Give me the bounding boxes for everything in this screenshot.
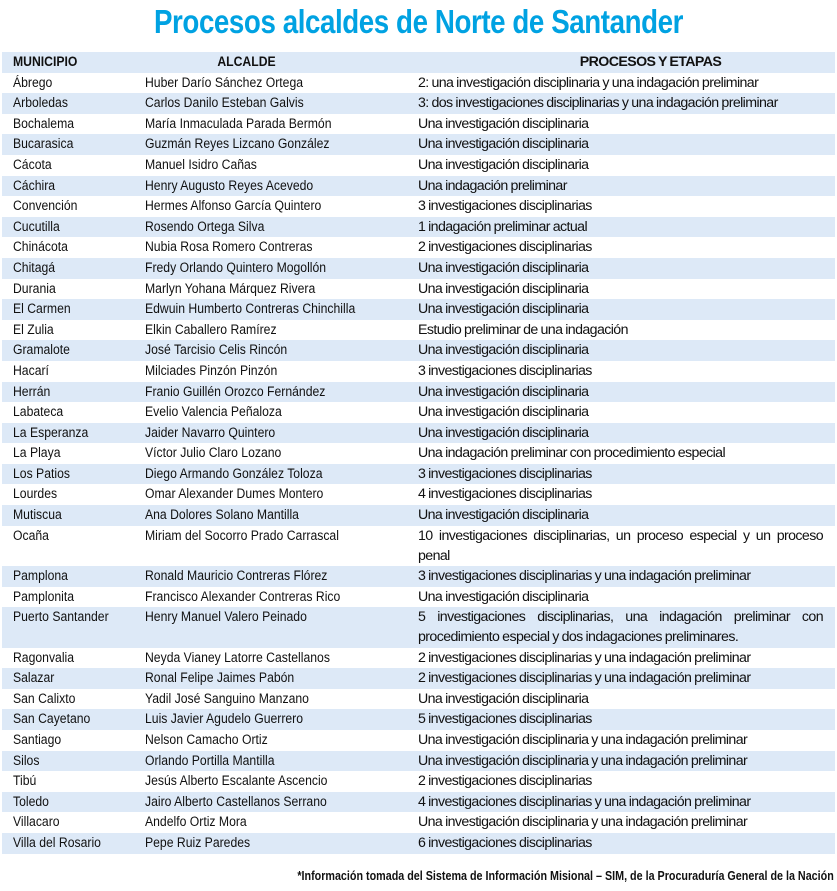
- municipio-cell: Chinácota: [13, 239, 68, 256]
- alcalde-cell: Evelio Valencia Peñaloza: [145, 404, 282, 421]
- municipio-cell: Convención: [13, 198, 78, 215]
- alcalde-cell: Edwuin Humberto Contreras Chinchilla: [145, 301, 356, 318]
- procesos-cell: Una indagación preliminar: [418, 177, 567, 194]
- municipio-cell: Mutiscua: [13, 507, 62, 524]
- procesos-cell: 4 investigaciones disciplinarias y una indagación preliminar: [418, 793, 751, 810]
- procesos-cell: 2 investigaciones disciplinarias y una indagación preliminar: [418, 649, 751, 666]
- municipio-cell: Silos: [13, 752, 40, 769]
- alcalde-cell: Orlando Portilla Mantilla: [145, 752, 275, 769]
- table-row: [2, 134, 835, 155]
- procesos-cell: 3 investigaciones disciplinarias: [418, 465, 592, 482]
- procesos-cell: 10 investigaciones disciplinarias, un proceso especial y un proceso penal: [418, 527, 823, 564]
- table-row: [2, 587, 835, 608]
- procesos-cell: Una investigación disciplinaria: [418, 115, 589, 132]
- municipio-cell: Villacaro: [13, 814, 60, 831]
- procesos-cell: 6 investigaciones disciplinarias: [418, 835, 592, 851]
- table-row: [2, 402, 835, 423]
- column-header-municipio: MUNICIPIO: [13, 54, 78, 70]
- alcalde-cell: Elkin Caballero Ramírez: [145, 321, 277, 338]
- procesos-cell: 3 investigaciones disciplinarias: [418, 198, 592, 215]
- procesos-cell: Una investigación disciplinaria: [418, 507, 589, 524]
- municipio-cell: Santiago: [13, 732, 62, 749]
- municipio-cell: Labateca: [13, 404, 64, 421]
- alcalde-cell: Miriam del Socorro Prado Carrascal: [145, 527, 339, 544]
- table-row: [2, 484, 835, 505]
- table-row: [2, 299, 835, 320]
- processes-table: [2, 52, 835, 854]
- municipio-cell: El Zulia: [13, 321, 54, 338]
- table-row: [2, 464, 835, 485]
- procesos-cell: Una investigación disciplinaria y una indagación preliminar: [418, 732, 748, 749]
- alcalde-cell: Andelfo Ortiz Mora: [145, 814, 247, 831]
- procesos-cell: Una investigación disciplinaria: [418, 424, 589, 441]
- table-row: [2, 176, 835, 197]
- alcalde-cell: Jairo Alberto Castellanos Serrano: [145, 793, 327, 810]
- alcalde-cell: Omar Alexander Dumes Montero: [145, 486, 324, 503]
- table-row: [2, 833, 835, 854]
- municipio-cell: Durania: [13, 280, 56, 297]
- source-footnote: *Información tomada del Sistema de Información Misional – SIM, de la Procuraduría General de la Nación: [297, 869, 834, 883]
- municipio-cell: San Cayetano: [13, 711, 91, 728]
- table-row: [2, 443, 835, 464]
- alcalde-cell: Jaider Navarro Quintero: [145, 424, 276, 441]
- municipio-cell: Cácota: [13, 156, 52, 173]
- table-row: [2, 217, 835, 238]
- table-row: [2, 812, 835, 833]
- municipio-cell: Hacarí: [13, 362, 49, 379]
- municipio-cell: Cucutilla: [13, 218, 60, 235]
- alcalde-cell: Franio Guillén Orozco Fernández: [145, 383, 326, 400]
- alcalde-cell: Diego Armando González Toloza: [145, 465, 323, 482]
- municipio-cell: Toledo: [13, 793, 49, 810]
- alcalde-cell: Nubia Rosa Romero Contreras: [145, 239, 313, 256]
- municipio-cell: Salazar: [13, 670, 55, 687]
- alcalde-cell: Rosendo Ortega Silva: [145, 218, 265, 235]
- table-row: [2, 526, 835, 566]
- municipio-cell: Bochalema: [13, 115, 75, 132]
- table-body: [2, 73, 835, 854]
- procesos-cell: Una investigación disciplinaria y una indagación preliminar: [418, 814, 748, 831]
- procesos-cell: Una investigación disciplinaria: [418, 404, 589, 421]
- procesos-cell: 2 investigaciones disciplinarias y una indagación preliminar: [418, 670, 751, 687]
- alcalde-cell: Marlyn Yohana Márquez Rivera: [145, 280, 316, 297]
- municipio-cell: Pamplonita: [13, 588, 75, 605]
- table-row: [2, 279, 835, 300]
- procesos-cell: 3 investigaciones disciplinarias: [418, 362, 592, 379]
- procesos-cell: 4 investigaciones disciplinarias: [418, 486, 592, 503]
- table-row: [2, 730, 835, 751]
- alcalde-cell: Fredy Orlando Quintero Mogollón: [145, 259, 327, 276]
- table-row: [2, 361, 835, 382]
- alcalde-cell: Huber Darío Sánchez Ortega: [145, 74, 304, 91]
- alcalde-cell: Ana Dolores Solano Mantilla: [145, 507, 299, 524]
- procesos-cell: Una investigación disciplinaria y una indagación preliminar: [418, 752, 748, 769]
- procesos-cell: Una investigación disciplinaria: [418, 259, 589, 276]
- municipio-cell: Ragonvalia: [13, 649, 75, 666]
- procesos-cell: 5 investigaciones disciplinarias: [418, 711, 592, 728]
- alcalde-cell: Henry Manuel Valero Peinado: [145, 609, 307, 626]
- procesos-cell: 3 investigaciones disciplinarias y una indagación preliminar: [418, 568, 751, 585]
- municipio-cell: Tibú: [13, 773, 37, 790]
- procesos-cell: Una indagación preliminar con procedimiento especial: [418, 445, 725, 462]
- alcalde-cell: Francisco Alexander Contreras Rico: [145, 588, 341, 605]
- alcalde-cell: Henry Augusto Reyes Acevedo: [145, 177, 314, 194]
- alcalde-cell: Carlos Danilo Esteban Galvis: [145, 95, 304, 112]
- table-row: [2, 196, 835, 217]
- procesos-cell: 3: dos investigaciones disciplinarias y una indagación preliminar: [418, 95, 778, 112]
- column-header-alcalde: ALCALDE: [217, 54, 276, 70]
- municipio-cell: La Playa: [13, 445, 61, 462]
- alcalde-cell: Nelson Camacho Ortiz: [145, 732, 268, 749]
- alcalde-cell: Jesús Alberto Escalante Ascencio: [145, 773, 328, 790]
- procesos-cell: 5 investigaciones disciplinarias, una indagación preliminar con procedimiento especial y dos indagaciones preliminares.: [418, 609, 823, 646]
- alcalde-cell: Ronald Mauricio Contreras Flórez: [145, 568, 328, 585]
- alcalde-cell: Neyda Vianey Latorre Castellanos: [145, 649, 330, 666]
- table-row: [2, 709, 835, 730]
- municipio-cell: La Esperanza: [13, 424, 89, 441]
- procesos-cell: Una investigación disciplinaria: [418, 156, 589, 173]
- procesos-cell: Una investigación disciplinaria: [418, 301, 589, 318]
- table-row: [2, 382, 835, 403]
- procesos-cell: Una investigación disciplinaria: [418, 690, 589, 707]
- table-row: [2, 751, 835, 772]
- alcalde-cell: Víctor Julio Claro Lozano: [145, 445, 282, 462]
- municipio-cell: Pamplona: [13, 568, 68, 585]
- alcalde-cell: Pepe Ruiz Paredes: [145, 835, 251, 851]
- table-row: [2, 114, 835, 135]
- table-row: [2, 607, 835, 647]
- table-row: [2, 689, 835, 710]
- alcalde-cell: Luis Javier Agudelo Guerrero: [145, 711, 304, 728]
- table-row: [2, 340, 835, 361]
- table-row: [2, 155, 835, 176]
- alcalde-cell: Milciades Pinzón Pinzón: [145, 362, 278, 379]
- table-row: [2, 648, 835, 669]
- table-row: [2, 237, 835, 258]
- municipio-cell: Cáchira: [13, 177, 56, 194]
- table-row: [2, 792, 835, 813]
- table-row: [2, 258, 835, 279]
- procesos-cell: Estudio preliminar de una indagación: [418, 321, 628, 338]
- procesos-cell: 1 indagación preliminar actual: [418, 218, 587, 235]
- table-row: [2, 423, 835, 444]
- municipio-cell: Arboledas: [13, 95, 68, 112]
- municipio-cell: San Calixto: [13, 690, 76, 707]
- procesos-cell: 2 investigaciones disciplinarias: [418, 239, 592, 256]
- municipio-cell: Bucarasica: [13, 136, 74, 153]
- municipio-cell: Ocaña: [13, 527, 49, 544]
- procesos-cell: Una investigación disciplinaria: [418, 280, 589, 297]
- procesos-cell: 2: una investigación disciplinaria y una indagación preliminar: [418, 74, 759, 91]
- alcalde-cell: Hermes Alfonso García Quintero: [145, 198, 322, 215]
- municipio-cell: Villa del Rosario: [13, 835, 101, 851]
- alcalde-cell: Manuel Isidro Cañas: [145, 156, 257, 173]
- alcalde-cell: Yadil José Sanguino Manzano: [145, 690, 309, 707]
- alcalde-cell: José Tarcisio Celis Rincón: [145, 342, 288, 359]
- table-row: [2, 93, 835, 114]
- table-row: [2, 771, 835, 792]
- municipio-cell: Los Patios: [13, 465, 70, 482]
- procesos-cell: Una investigación disciplinaria: [418, 342, 589, 359]
- municipio-cell: Puerto Santander: [13, 609, 109, 626]
- municipio-cell: Lourdes: [13, 486, 58, 503]
- municipio-cell: Chitagá: [13, 259, 56, 276]
- table-row: [2, 320, 835, 341]
- table-row: [2, 505, 835, 526]
- table-row: [2, 73, 835, 94]
- table-header: [2, 52, 835, 73]
- column-header-procesos: PROCESOS Y ETAPAS: [579, 54, 722, 70]
- municipio-cell: Gramalote: [13, 342, 70, 359]
- procesos-cell: Una investigación disciplinaria: [418, 588, 589, 605]
- table-row: [2, 566, 835, 587]
- alcalde-cell: Ronal Felipe Jaimes Pabón: [145, 670, 295, 687]
- alcalde-cell: Guzmán Reyes Lizcano González: [145, 136, 330, 153]
- municipio-cell: El Carmen: [13, 301, 71, 318]
- table-row: [2, 668, 835, 689]
- procesos-cell: Una investigación disciplinaria: [418, 383, 589, 400]
- procesos-cell: 2 investigaciones disciplinarias: [418, 773, 592, 790]
- municipio-cell: Herrán: [13, 383, 51, 400]
- alcalde-cell: María Inmaculada Parada Bermón: [145, 115, 332, 132]
- procesos-cell: Una investigación disciplinaria: [418, 136, 589, 153]
- page-title: Procesos alcaldes de Norte de Santander: [153, 3, 683, 40]
- municipio-cell: Ábrego: [13, 74, 53, 91]
